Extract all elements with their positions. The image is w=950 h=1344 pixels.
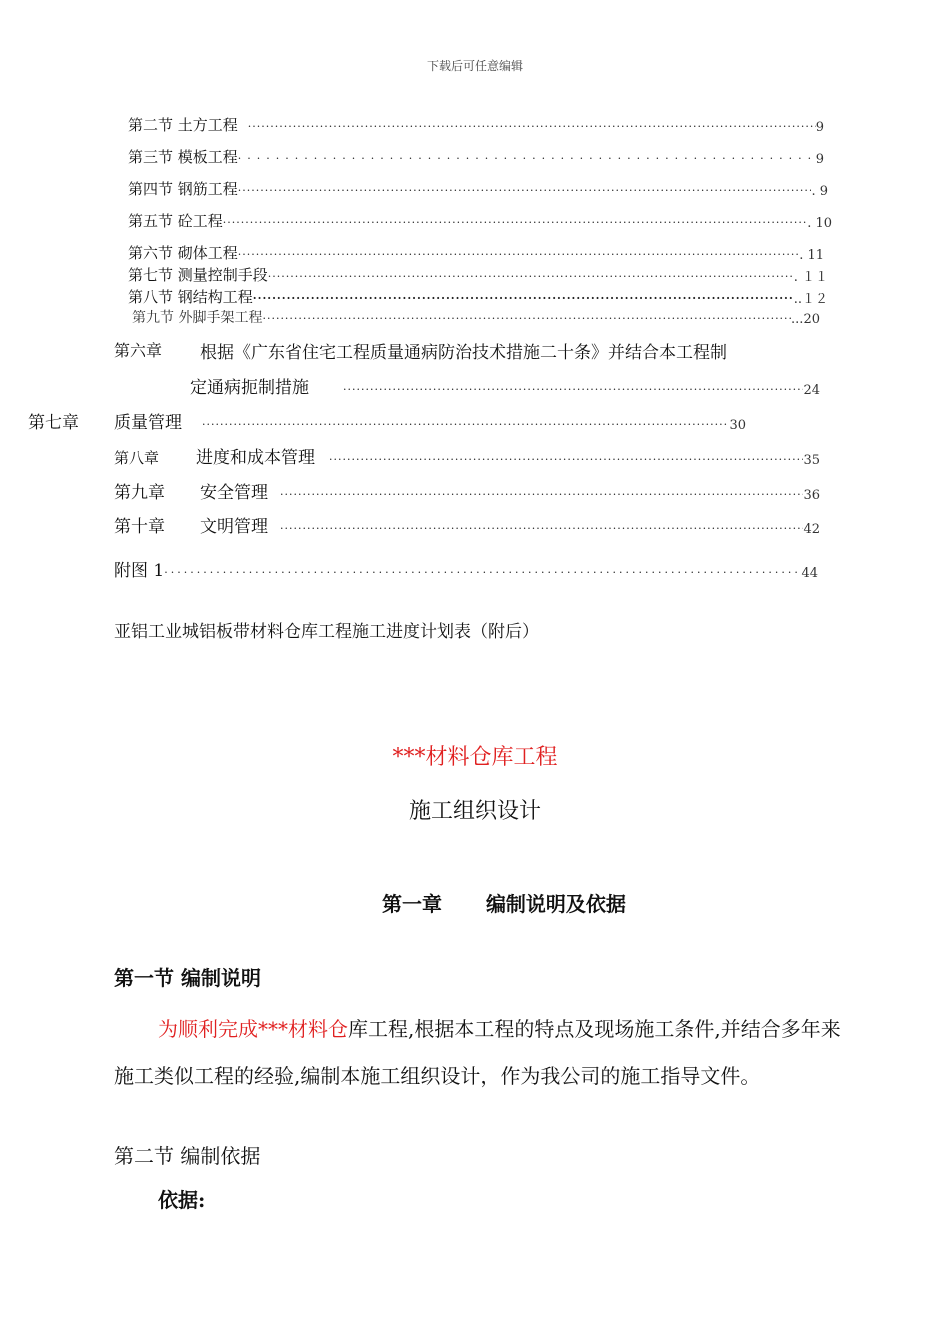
section2-heading: 第二节 编制依据 <box>114 1144 261 1168</box>
toc-label: 第七节 测量控制手段 <box>128 266 268 284</box>
toc-item-scaffold[interactable] <box>132 307 820 327</box>
toc-leader <box>253 293 794 307</box>
toc-leader <box>262 313 791 327</box>
toc-leader <box>248 121 816 135</box>
toc-leader <box>238 185 812 199</box>
toc-label: 附图 1 <box>114 561 165 581</box>
toc-page: 30 <box>729 418 746 433</box>
toc-chapter6-line1[interactable]: 根据《广东省住宅工程质量通病防治技术措施二十条》并结合本工程制 <box>200 343 727 363</box>
toc-leader <box>164 567 801 581</box>
toc-item-formwork[interactable] <box>128 146 824 167</box>
toc-page: 24 <box>803 383 820 398</box>
toc-chapter6-num: 第六章 <box>114 341 163 360</box>
toc-leader <box>280 489 803 503</box>
toc-page: 9 <box>815 120 824 135</box>
toc-item-appendix[interactable] <box>114 556 818 581</box>
toc-item-chapter6[interactable] <box>190 373 820 398</box>
toc-item-concrete[interactable] <box>128 210 832 231</box>
toc-label: 第二节 土方工程 <box>128 116 238 134</box>
toc-item-chapter7[interactable] <box>114 408 746 433</box>
toc-item-earthwork[interactable] <box>128 114 824 135</box>
toc-label: 定通病扼制措施 <box>190 378 309 398</box>
toc-page: 35 <box>803 453 820 468</box>
toc-leader <box>238 249 799 263</box>
toc-item-steel-structure[interactable] <box>128 286 828 307</box>
toc-label: 第五节 砼工程 <box>128 212 223 230</box>
toc-item-survey[interactable] <box>128 264 828 285</box>
toc-label: 第九节 外脚手架工程 <box>132 310 263 326</box>
toc-item-chapter9[interactable] <box>114 478 820 503</box>
page-header-note: 下载后可任意编辑 <box>426 59 523 73</box>
toc-chapter-num: 第九章 <box>114 483 165 503</box>
toc-chapter-num: 第八章 <box>114 449 160 467</box>
toc-leader <box>202 419 729 433</box>
toc-page: . 10 <box>807 216 832 231</box>
toc-label: 进度和成本管理 <box>196 448 315 468</box>
toc-label: 第四节 钢筋工程 <box>128 180 238 198</box>
section1-heading: 第一节 编制说明 <box>114 966 261 990</box>
toc-item-rebar[interactable] <box>128 178 828 199</box>
toc-item-masonry[interactable] <box>128 242 824 263</box>
toc-page: . 9 <box>811 184 828 199</box>
chapter1-num: 第一章 <box>382 892 442 916</box>
toc-page: ...20 <box>791 312 820 327</box>
toc-page: 44 <box>801 566 818 581</box>
toc-page: . 11 <box>799 248 824 263</box>
toc-label: 第八节 钢结构工程 <box>128 288 253 306</box>
toc-leader <box>280 523 803 537</box>
toc-page: . １１ <box>793 270 828 285</box>
chapter1-heading <box>382 888 626 917</box>
chapter1-title: 编制说明及依据 <box>485 892 626 916</box>
toc-item-chapter8[interactable] <box>114 443 820 468</box>
intro-text: 库工程,根据本工程的特点及现场施工条件,并结合多年来施工类似工程的经验,编制本施工组织设计，作为我公司的施工指导文件。 <box>114 1017 841 1088</box>
toc-label: 质量管理 <box>114 413 182 433</box>
toc-page: 9 <box>815 152 824 167</box>
toc-leader <box>329 454 803 468</box>
toc-leader <box>268 271 794 285</box>
toc-item-chapter10[interactable] <box>114 512 820 537</box>
toc-chapter-num: 第十章 <box>114 517 165 537</box>
toc-leader <box>238 153 816 167</box>
schedule-note: 亚铝工业城铝板带材料仓库工程施工进度计划表（附后） <box>114 622 539 642</box>
intro-red-text: 为顺利完成***材料仓 <box>158 1017 348 1041</box>
toc-label: 文明管理 <box>200 517 268 537</box>
toc-leader <box>223 217 807 231</box>
document-title-red: ***材料仓库工程 <box>392 745 558 770</box>
intro-paragraph <box>114 1006 844 1100</box>
document-title: 施工组织设计 <box>408 799 541 824</box>
toc-label: 安全管理 <box>200 483 268 503</box>
toc-label: 第六节 砌体工程 <box>128 244 238 262</box>
toc-chapter7-num: 第七章 <box>28 413 79 433</box>
toc-label: 第三节 模板工程 <box>128 148 238 166</box>
toc-page: ..１２ <box>793 292 828 307</box>
toc-page: 36 <box>803 488 820 503</box>
toc-leader <box>343 384 803 398</box>
toc-page: 42 <box>803 522 820 537</box>
basis-label: 依据: <box>158 1188 206 1212</box>
